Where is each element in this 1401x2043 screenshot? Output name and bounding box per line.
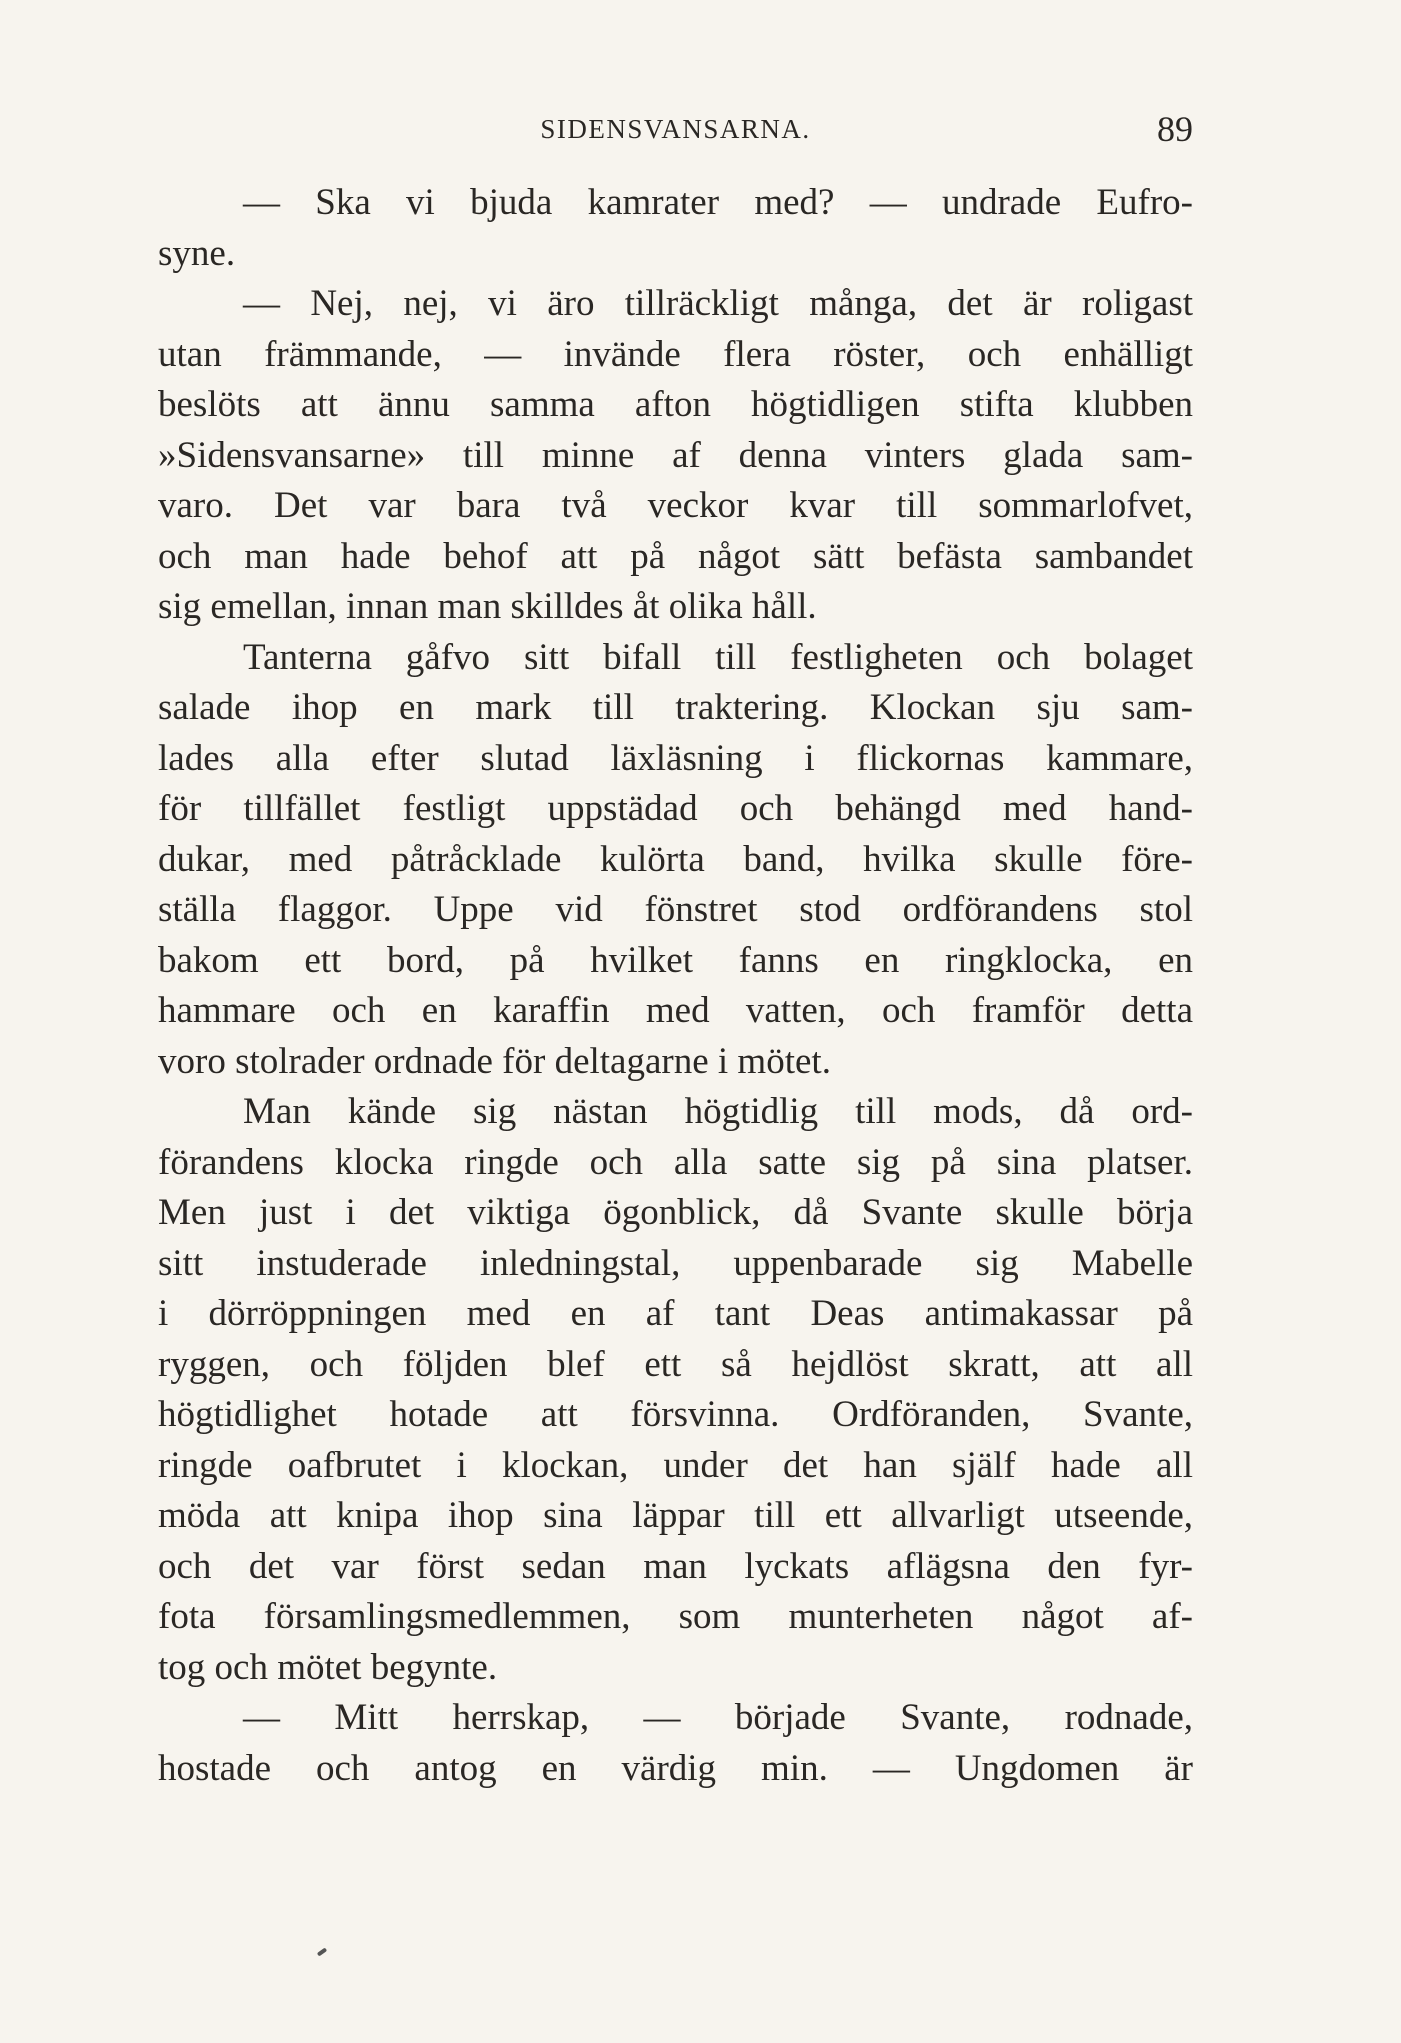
- text-line: möda att knipa ihop sina läppar till ett allvarligt utseende,: [158, 1495, 1193, 1536]
- text-line: Man kände sig nästan högtidlig till mods, då ord-: [243, 1091, 1193, 1132]
- page-number: 89: [1157, 109, 1193, 149]
- text-line: Tanterna gåfvo sitt bifall till festligheten och bolaget: [243, 636, 1193, 678]
- text-line: ringde oafbrutet i klockan, under det han själf hade all: [158, 1444, 1193, 1486]
- text-line: fota församlingsmedlemmen, som munterheten något af-: [158, 1596, 1193, 1637]
- text-line: syne.: [158, 232, 236, 274]
- text-line: — Mitt herrskap, — började Svante, rodnade,: [243, 1697, 1193, 1738]
- running-title: SIDENSVANSARNA.: [540, 114, 811, 144]
- ink-speck: [317, 1947, 327, 1956]
- text-line: hostade och antog en värdig min. — Ungdomen är: [158, 1747, 1193, 1789]
- text-line: sitt instuderade inledningstal, uppenbarade sig Mabelle: [158, 1242, 1193, 1284]
- text-line: för tillfället festligt uppstädad och behängd med hand-: [158, 788, 1193, 829]
- text-line: varo. Det var bara två veckor kvar till sommarlofvet,: [158, 485, 1193, 526]
- text-line: förandens klocka ringde och alla satte sig på sina platser.: [158, 1141, 1193, 1183]
- text-line: i dörröppningen med en af tant Deas antimakassar på: [158, 1293, 1193, 1334]
- text-line: voro stolrader ordnade för deltagarne i mötet.: [158, 1040, 831, 1082]
- text-line: ställa flaggor. Uppe vid fönstret stod ordförandens stol: [158, 889, 1193, 930]
- body-text: [158, 178, 1193, 1794]
- text-line: dukar, med påtråcklade kulörta band, hvilka skulle före-: [158, 838, 1193, 880]
- text-line: högtidlighet hotade att försvinna. Ordföranden, Svante,: [158, 1394, 1193, 1435]
- text-line: Men just i det viktiga ögonblick, då Svante skulle börja: [158, 1192, 1193, 1233]
- text-line: bakom ett bord, på hvilket fanns en ringklocka, en: [158, 939, 1193, 981]
- text-line: salade ihop en mark till traktering. Klockan sju sam-: [158, 687, 1193, 728]
- text-line: utan främmande, — invände flera röster, och enhälligt: [158, 333, 1193, 375]
- running-head: [158, 108, 1193, 148]
- text-line: sig emellan, innan man skilldes åt olika håll.: [158, 586, 817, 627]
- text-line: — Ska vi bjuda kamrater med? — undrade Eufro-: [243, 182, 1193, 223]
- text-line: hammare och en karaffin med vatten, och framför detta: [158, 990, 1193, 1031]
- text-line: — Nej, nej, vi äro tillräckligt många, det är roligast: [243, 283, 1193, 324]
- text-line: tog och mötet begynte.: [158, 1646, 498, 1688]
- text-line: och det var först sedan man lyckats aflägsna den fyr-: [158, 1545, 1193, 1587]
- text-line: och man hade behof att på något sätt befästa sambandet: [158, 535, 1193, 577]
- text-line: beslöts att ännu samma afton högtidligen stifta klubben: [158, 384, 1193, 425]
- text-line: lades alla efter slutad läxläsning i flickornas kammare,: [158, 737, 1193, 779]
- text-line: »Sidensvansarne» till minne af denna vinters glada sam-: [158, 434, 1193, 476]
- text-line: ryggen, och följden blef ett så hejdlöst skratt, att all: [158, 1343, 1193, 1385]
